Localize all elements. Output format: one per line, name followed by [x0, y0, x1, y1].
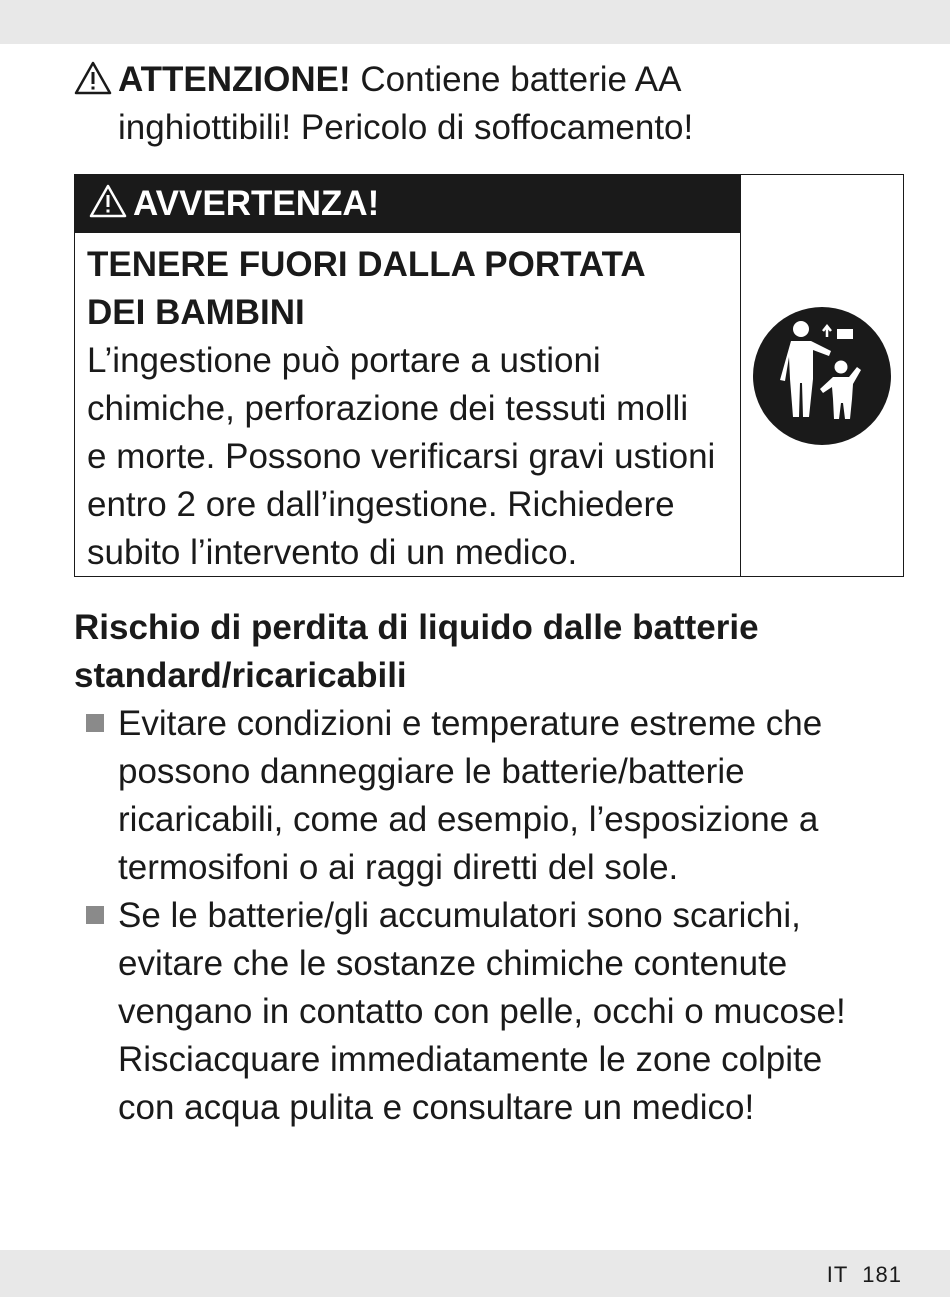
- warning-icon-panel: [741, 175, 903, 576]
- attention-line-1: [74, 56, 894, 104]
- bullet-1-line-3: ricaricabili, come ad esempio, l’esposizione a: [118, 800, 819, 839]
- warning-triangle-icon: [89, 184, 127, 218]
- section-heading: [74, 604, 914, 700]
- warning-text-panel: [75, 175, 741, 576]
- attention-label: ATTENZIONE!: [118, 60, 351, 99]
- warning-title-line-2: DEI BAMBINI: [87, 293, 305, 332]
- section-heading-line-2: standard/ricaricabili: [74, 656, 407, 695]
- bullet-square-icon: [86, 714, 104, 732]
- attention-notice: [74, 56, 894, 152]
- bullet-list: [74, 700, 914, 1132]
- bullet-1-line-2: possono danneggiare le batterie/batterie: [118, 752, 745, 791]
- warning-desc-line-3: e morte. Possono verificarsi gravi ustioni: [87, 437, 716, 476]
- bullet-square-icon: [86, 906, 104, 924]
- top-band: [0, 0, 950, 44]
- warning-desc-line-1: L’ingestione può portare a ustioni: [87, 341, 601, 380]
- attention-line-2: inghiottibili! Pericolo di soffocamento!: [118, 108, 694, 147]
- warning-desc-line-5: subito l’intervento di un medico.: [87, 533, 578, 572]
- bullet-2-line-1: Se le batterie/gli accumulatori sono scarichi,: [118, 896, 801, 935]
- list-item: [74, 892, 914, 1132]
- bullet-1-line-1: Evitare condizioni e temperature estreme che: [118, 704, 823, 743]
- warning-header-label: AVVERTENZA!: [133, 184, 380, 223]
- page-number: 181: [862, 1262, 902, 1287]
- warning-desc-line-2: chimiche, perforazione dei tessuti molli: [87, 389, 689, 428]
- bullet-2-line-3: vengano in contatto con pelle, occhi o mucose!: [118, 992, 846, 1031]
- page-footer: [827, 1262, 902, 1288]
- attention-text-1: Contiene batterie AA: [360, 60, 682, 99]
- warning-header: [75, 175, 740, 233]
- keep-away-from-children-icon: [753, 307, 891, 445]
- warning-body: [75, 233, 740, 577]
- warning-triangle-icon: [74, 61, 112, 95]
- footer-language: IT: [826, 1262, 849, 1287]
- warning-title-line-1: TENERE FUORI DALLA PORTATA: [87, 245, 646, 284]
- bullet-2-line-5: con acqua pulita e consultare un medico!: [118, 1088, 755, 1127]
- warning-desc-line-4: entro 2 ore dall’ingestione. Richiedere: [87, 485, 675, 524]
- bullet-2-line-2: evitare che le sostanze chimiche contenute: [118, 944, 788, 983]
- list-item: [74, 700, 914, 892]
- warning-box: [74, 174, 904, 577]
- bullet-2-line-4: Risciacquare immediatamente le zone colpite: [118, 1040, 823, 1079]
- section-heading-line-1: Rischio di perdita di liquido dalle batterie: [74, 608, 759, 647]
- bullet-1-line-4: termosifoni o ai raggi diretti del sole.: [118, 848, 679, 887]
- bottom-band: [0, 1250, 950, 1297]
